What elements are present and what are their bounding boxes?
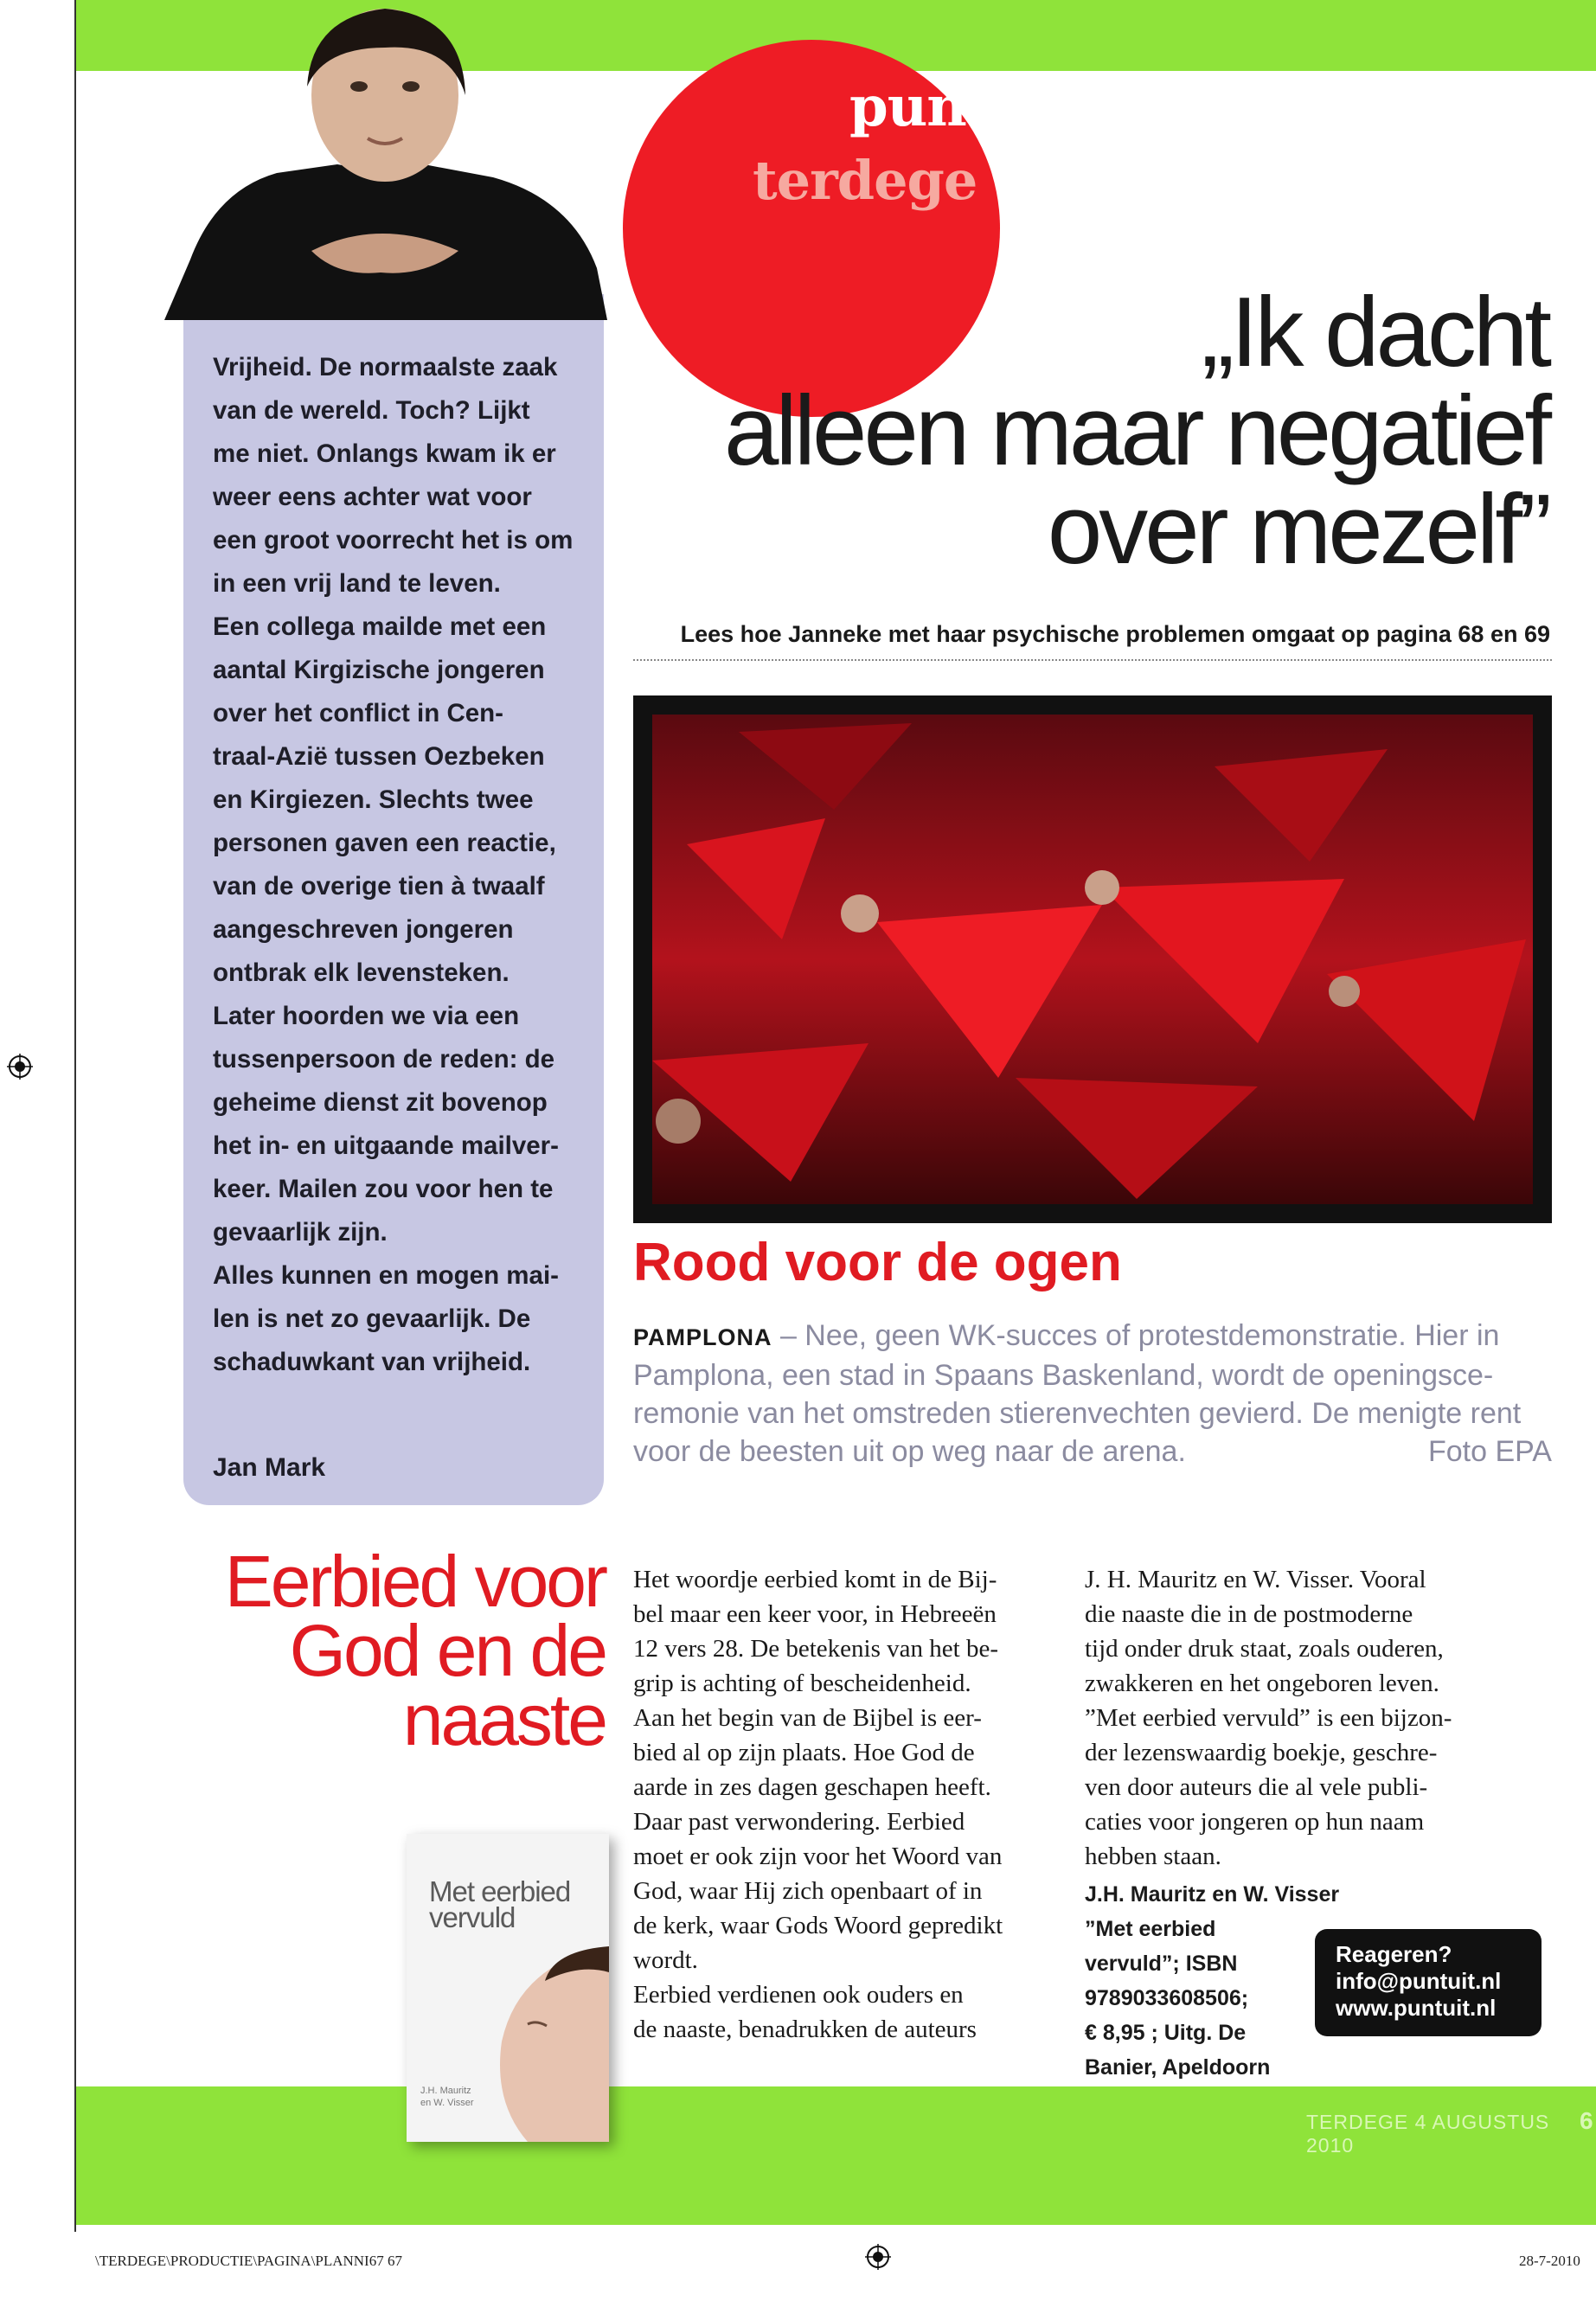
book-cover bbox=[407, 1834, 609, 2142]
print-date: 28-7-2010 bbox=[1519, 2253, 1580, 2269]
logo-puntuit: puntuit bbox=[849, 74, 1075, 139]
column-text: Vrijheid. De normaalste zaak van de wereld. Toch? Lijkt me niet. Onlangs kwam ik er weer eens achter wat voor een groot voorrecht het is om in een vrij land te leven. Een collega mailde met een aantal Kirgizische jongeren over het conflict in Cen- traal-Azië tussen Oezbeken en Kirgiezen. Slechts twee personen gaven een reactie, van de overige tien à twaalf aangeschreven jongeren ontbrak elk levensteken. Later hoorden we via een tussenpersoon de reden: de geheime dienst zit bovenop het in- en uitgaande mailver- keer. Mailen zou voor hen te gevaarlijk zijn. Alles kunnen en mogen mai- len is net zo gevaarlijk. De schaduwkant van vrijheid. bbox=[213, 353, 574, 1376]
photo-caption bbox=[633, 1317, 1552, 1471]
article-column-1: Het woordje eerbied komt in de Bij- bel maar een keer voor, in Hebreeën 12 vers 28. De betekenis van het be- grip is achting of bescheidenheid. Aan het begin van de Bijbel is eer- bied al op zijn plaats. Hoe God de aarde in zes dagen geschapen heeft. Daar past verwondering. Eerbied moet er ook zijn voor het Woord van God, waar Hij zich openbaart of in de kerk, waar Gods Woord gepredikt wordt. Eerbied verdienen ook ouders en de naaste, benadrukken de auteurs bbox=[633, 1566, 1003, 2043]
article-column-2: J. H. Mauritz en W. Visser. Vooral die naaste die in de postmoderne tijd onder druk staat, zoals ouderen, zwakkeren en het ongeboren leven. ”Met eerbied vervuld” is een bijzon- der lezenswaardig boekje, geschre- ven door auteurs die al vele publi- caties voor jongeren op hun naam hebben staan. bbox=[1085, 1566, 1452, 1870]
book-cover-title: Met eerbied vervuld bbox=[429, 1875, 571, 1933]
divider bbox=[633, 659, 1552, 661]
registration-mark-icon bbox=[865, 2244, 891, 2270]
photo-title: Rood voor de ogen bbox=[633, 1233, 1122, 1292]
book-info: J.H. Mauritz en W. Visser ”Met eerbied vervuld”; ISBN 9789033608506; € 8,95 ; Uitg. De Banier, Apeldoorn bbox=[1085, 1882, 1340, 2080]
column-author: Jan Mark bbox=[213, 1453, 326, 1482]
logo-terdege: terdege bbox=[753, 149, 977, 212]
columnist-portrait bbox=[164, 0, 607, 320]
feature-headline: „Ik dacht alleen maar negatief over mezelf” bbox=[723, 278, 1548, 585]
caption-text: – Nee, geen WK-succes of protestdemonstratie. Hier in Pamplona, een stad in Spaans Baskenland, wordt de openingsce-remonie van het omstreden stierenvechten gevierd. De menigte rent voor de beesten uit op weg naar de arena. bbox=[633, 1319, 1522, 1468]
crowd-photo bbox=[652, 715, 1533, 1204]
trim-rule bbox=[74, 0, 76, 2232]
page-number: 6 bbox=[1580, 2107, 1593, 2134]
caption-credit: Foto EPA bbox=[1428, 1435, 1552, 1468]
caption-place: PAMPLONA bbox=[633, 1324, 772, 1350]
footer-folio: TERDEGE 4 AUGUSTUS 2010 bbox=[1306, 2111, 1550, 2157]
article-title: Eerbied voor God en de naaste bbox=[224, 1541, 606, 1760]
book-cover-authors: J.H. Mauritz en W. Visser bbox=[420, 2086, 474, 2108]
book-cover-face bbox=[467, 1946, 609, 2142]
print-slug: \TERDEGE\PRODUCTIE\PAGINA\PLANNI67 67 bbox=[95, 2253, 402, 2269]
react-contact[interactable]: Reageren? info@puntuit.nl www.puntuit.nl bbox=[1336, 1941, 1502, 2021]
registration-mark-icon bbox=[7, 1054, 33, 1080]
feature-teaser: Lees hoe Janneke met haar psychische problemen omgaat op pagina 68 en 69 bbox=[680, 621, 1550, 647]
